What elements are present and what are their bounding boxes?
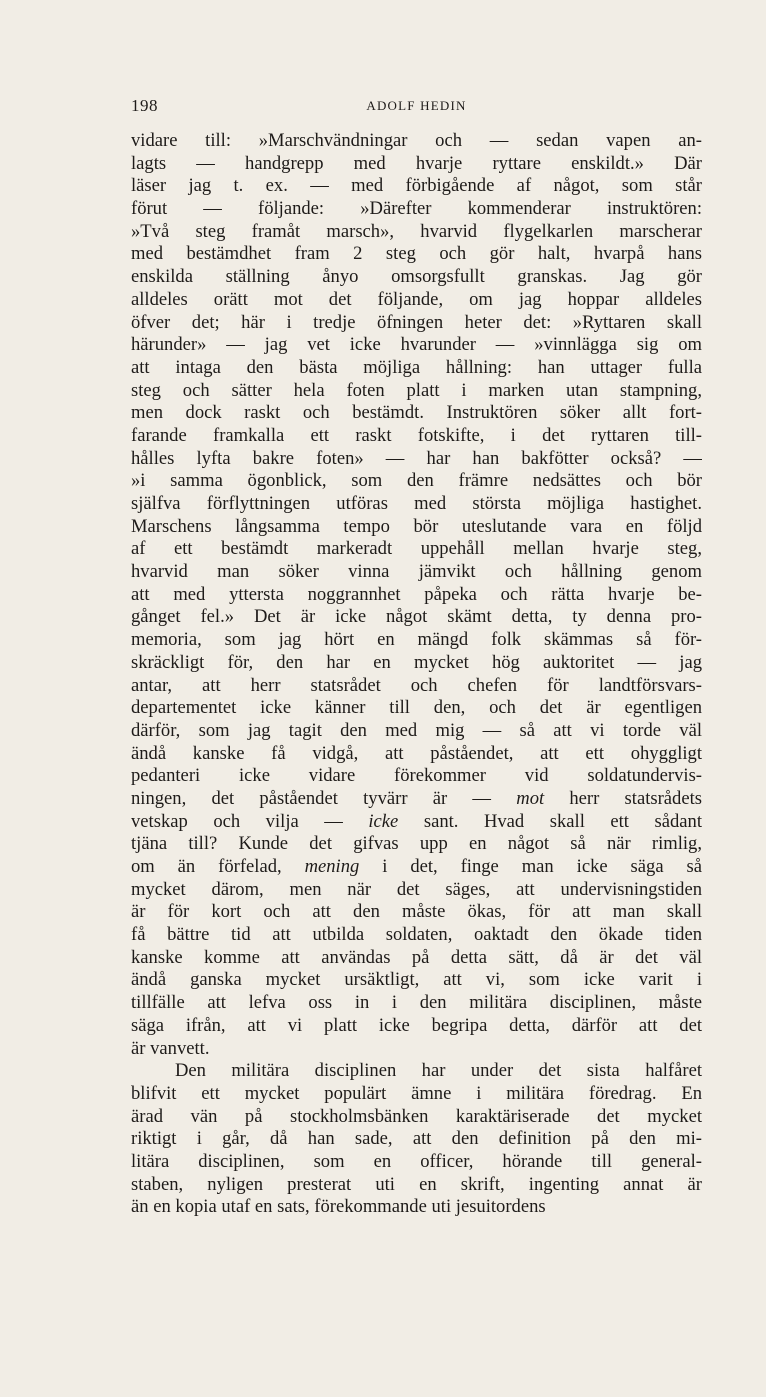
- text-segment: förut — följande: »Därefter kommenderar instruktören:: [131, 198, 702, 220]
- text-line: [131, 198, 702, 221]
- text-segment: Marschens långsamma tempo bör uteslutande vara en följd: [131, 515, 702, 537]
- text-line: [131, 153, 702, 176]
- text-line: [131, 743, 702, 766]
- text-line: [131, 538, 702, 561]
- text-line: [131, 1038, 702, 1061]
- text-line: [131, 175, 702, 198]
- text-line: [131, 788, 702, 811]
- text-segment: själfva förflyttningen utföras med största möjliga hastighet.: [131, 493, 702, 514]
- text-line: [131, 425, 702, 448]
- running-head: ADOLF HEDIN: [366, 98, 467, 113]
- text-segment: mycket därom, men när det säges, att undervisningstiden: [131, 878, 702, 900]
- text-line: [131, 879, 702, 902]
- text-segment: öfver det; här i tredje öfningen heter det: »Ryttaren skall: [131, 311, 702, 333]
- page-number: 198: [131, 96, 158, 115]
- text-segment: Den militära disciplinen har under det sista halfåret: [175, 1060, 702, 1082]
- text-segment: tjäna till? Kunde det gifvas upp en något så när rimlig,: [131, 833, 702, 855]
- text-segment: ärad vän på stockholmsbänken karaktäriserade det mycket: [131, 1105, 702, 1127]
- text-segment: herr statsrådets: [544, 787, 702, 809]
- text-line: [131, 901, 702, 924]
- text-line: [131, 289, 702, 312]
- text-segment: sant. Hvad skall ett sådant: [398, 810, 702, 832]
- text-segment: steg och sätter hela foten platt i marken utan stampning,: [131, 379, 702, 401]
- text-segment: af ett bestämdt markeradt uppehåll mellan hvarje steg,: [131, 538, 702, 560]
- text-segment: är för kort och att den måste ökas, för att man skall: [131, 901, 702, 923]
- text-line: [131, 312, 702, 335]
- italic-word: icke: [368, 810, 399, 832]
- text-line: [131, 1128, 702, 1151]
- text-line: [131, 266, 702, 289]
- text-line: [131, 448, 702, 471]
- text-line: [131, 357, 702, 380]
- text-line: [131, 470, 702, 493]
- text-line: [131, 720, 702, 743]
- text-segment: pedanteri icke vidare förekommer vid soldatundervis-: [131, 765, 702, 787]
- text-segment: läser jag t. ex. — med förbigående af något, som står: [131, 175, 702, 197]
- text-segment: är vanvett.: [131, 1037, 210, 1059]
- text-line: [131, 833, 702, 856]
- text-segment: »i samma ögonblick, som den främre nedsättes och bör: [131, 470, 702, 492]
- text-segment: blifvit ett mycket populärt ämne i militära föredrag. En: [131, 1082, 702, 1104]
- text-segment: enskilda ställning ånyo omsorgsfullt granskas. Jag gör: [131, 266, 702, 288]
- text-line: [131, 1151, 702, 1174]
- text-segment: staben, nyligen presterat uti en skrift, ingenting annat är: [131, 1173, 702, 1195]
- text-line: [131, 584, 702, 607]
- text-segment: skräckligt för, den har en mycket hög auktoritet — jag: [131, 651, 702, 673]
- text-line: [131, 969, 702, 992]
- body-text: [131, 130, 702, 1219]
- text-segment: att intaga den bästa möjliga hållning: han uttager fulla: [131, 356, 702, 378]
- text-line: [131, 380, 702, 403]
- text-line: [131, 1060, 702, 1083]
- text-segment: »Två steg framåt marsch», hvarvid flygelkarlen marscherar: [131, 220, 702, 242]
- text-segment: tillfälle att lefva oss in i den militära disciplinen, måste: [131, 992, 702, 1014]
- text-line: [131, 765, 702, 788]
- text-segment: om än förfelad,: [131, 856, 305, 877]
- text-line: [131, 606, 702, 629]
- text-segment: riktigt i går, då han sade, att den definition på den mi-: [131, 1128, 702, 1150]
- text-segment: litära disciplinen, som en officer, hörande till general-: [131, 1150, 702, 1172]
- text-line: [131, 629, 702, 652]
- text-line: [131, 221, 702, 244]
- italic-word: mening: [304, 856, 360, 877]
- text-segment: därför, som jag tagit den med mig — så att vi torde väl: [131, 719, 702, 741]
- text-segment: hvarvid man söker vinna jämvikt och hållning genom: [131, 561, 702, 583]
- text-line: [131, 856, 702, 879]
- text-line: [131, 811, 702, 834]
- text-line: [131, 130, 702, 153]
- text-segment: vetskap och vilja —: [131, 810, 369, 832]
- text-segment: få bättre tid att utbilda soldaten, oaktadt den ökade tiden: [131, 924, 702, 946]
- text-segment: hålles lyfta bakre foten» — har han bakfötter också? —: [131, 447, 702, 469]
- text-line: [131, 697, 702, 720]
- text-segment: farande framkalla ett raskt fotskifte, i det ryttaren till-: [131, 424, 702, 446]
- text-line: [131, 1106, 702, 1129]
- text-segment: härunder» — jag vet icke hvarunder — »vinnlägga sig om: [131, 334, 702, 356]
- text-segment: alldeles orätt mot det följande, om jag hoppar alldeles: [131, 288, 702, 310]
- text-segment: departementet icke känner till den, och det är egentligen: [131, 697, 702, 719]
- text-line: [131, 1083, 702, 1106]
- text-segment: att med yttersta noggrannhet påpeka och rätta hvarje be-: [131, 583, 702, 605]
- text-line: [131, 493, 702, 516]
- italic-word: mot: [516, 787, 545, 809]
- text-segment: vidare till: »Marschvändningar och — sedan vapen an-: [131, 130, 702, 151]
- text-segment: ändå kanske få vidgå, att påståendet, att ett ohyggligt: [131, 742, 702, 764]
- text-segment: antar, att herr statsrådet och chefen för landtförsvars-: [131, 674, 702, 696]
- text-line: [131, 243, 702, 266]
- text-segment: än en kopia utaf en sats, förekommande uti jesuitordens: [131, 1196, 546, 1218]
- text-segment: ningen, det påståendet tyvärr är —: [131, 787, 517, 809]
- text-line: [131, 516, 702, 539]
- text-line: [131, 402, 702, 425]
- text-segment: i det, finge man icke säga så: [359, 856, 702, 877]
- text-line: [131, 947, 702, 970]
- text-line: [131, 1015, 702, 1038]
- text-line: [131, 561, 702, 584]
- page-header: [131, 96, 702, 122]
- text-segment: kanske komme att användas på detta sätt, då är det väl: [131, 946, 702, 968]
- text-segment: ändå ganska mycket ursäktligt, att vi, som icke varit i: [131, 969, 702, 991]
- text-line: [131, 675, 702, 698]
- text-segment: säga ifrån, att vi platt icke begripa detta, därför att det: [131, 1014, 702, 1036]
- text-segment: gånget fel.» Det är icke något skämt detta, ty denna pro-: [131, 606, 702, 628]
- text-line: [131, 992, 702, 1015]
- text-line: [131, 1196, 702, 1219]
- text-line: [131, 1174, 702, 1197]
- text-segment: men dock raskt och bestämdt. Instruktören söker allt fort-: [131, 402, 702, 424]
- text-line: [131, 652, 702, 675]
- text-segment: lagts — handgrepp med hvarje ryttare enskildt.» Där: [131, 152, 702, 174]
- text-line: [131, 924, 702, 947]
- text-line: [131, 334, 702, 357]
- text-segment: med bestämdhet fram 2 steg och gör halt, hvarpå hans: [131, 243, 702, 265]
- text-segment: memoria, som jag hört en mängd folk skämmas så för-: [131, 629, 702, 651]
